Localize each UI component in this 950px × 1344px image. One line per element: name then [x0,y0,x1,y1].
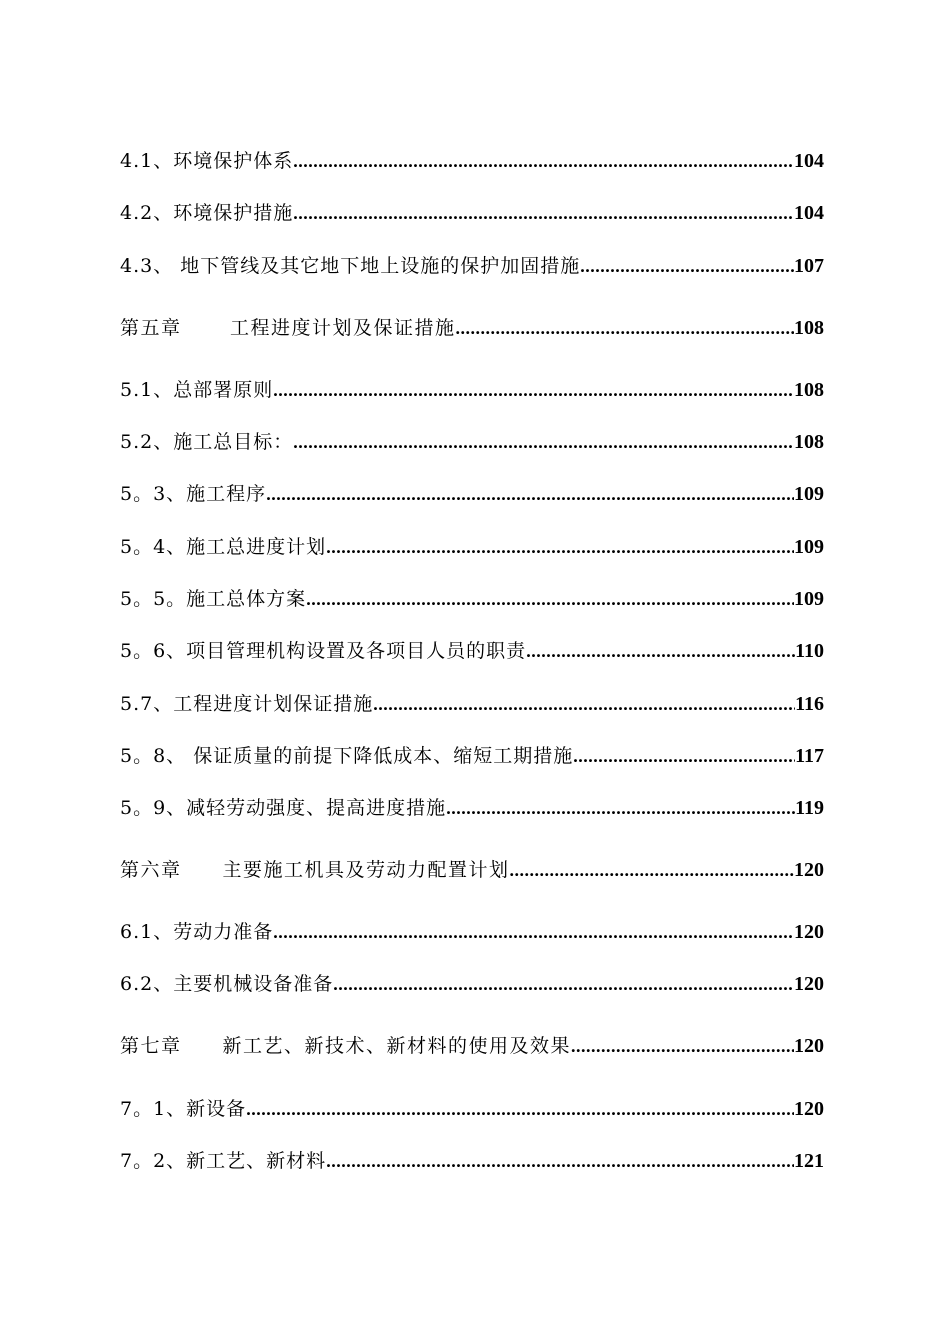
toc-entry-5-5[interactable] [120,578,824,612]
toc-leader-dots [456,315,794,341]
toc-entry-title: 6.2、主要机械设备准备 [120,973,334,995]
toc-entry-title: 5。6、项目管理机构设置及各项目人员的职责 [120,640,527,662]
toc-entry-title: 5。5。施工总体方案 [120,588,307,610]
toc-entry-5-8[interactable] [120,735,824,769]
toc-page-number: 120 [794,921,824,943]
toc-page-number: 109 [794,536,824,558]
toc-leader-dots [333,971,794,997]
toc-leader-dots [273,919,794,945]
toc-page-number: 109 [794,588,824,610]
toc-chapter-title: 第六章 主要施工机具及劳动力配置计划 [120,859,510,881]
toc-page-number: 119 [795,797,824,819]
toc-page-number: 121 [794,1150,824,1172]
toc-leader-dots [580,253,794,279]
toc-leader-dots [293,429,794,455]
toc-entry-4-3[interactable] [120,245,824,279]
toc-chapter-5[interactable] [120,307,824,341]
toc-leader-dots [526,638,795,664]
toc-entry-5-3[interactable] [120,473,824,507]
toc-chapter-7[interactable] [120,1025,824,1059]
toc-entry-title: 4.2、环境保护措施 [120,202,294,224]
toc-chapter-title: 第五章 工程进度计划及保证措施 [120,317,456,339]
toc-entry-6-2[interactable] [120,963,824,997]
toc-leader-dots [510,857,794,883]
toc-leader-dots [446,795,795,821]
toc-chapter-6[interactable] [120,849,824,883]
toc-entry-title: 7。2、新工艺、新材料 [120,1150,327,1172]
toc-page-number: 104 [794,202,824,224]
toc-entry-4-2[interactable] [120,192,824,226]
toc-entry-title: 5.2、施工总目标： [120,431,294,453]
toc-entry-title: 5。9、减轻劳动强度、提高进度措施 [120,797,447,819]
toc-leader-dots [573,743,795,769]
toc-page-number: 108 [794,317,824,339]
toc-leader-dots [246,1096,794,1122]
toc-page-number: 117 [795,745,824,767]
toc-page-number: 104 [794,150,824,172]
toc-entry-5-1[interactable] [120,369,824,403]
toc-entry-6-1[interactable] [120,911,824,945]
toc-page-number: 110 [795,640,824,662]
toc-chapter-title: 第七章 新工艺、新技术、新材料的使用及效果 [120,1035,572,1057]
table-of-contents [120,0,824,1344]
toc-page-number: 107 [794,255,824,277]
toc-leader-dots [293,148,794,174]
toc-page-number: 108 [794,379,824,401]
toc-leader-dots [373,691,795,717]
toc-entry-title: 4.3、 地下管线及其它地下地上设施的保护加固措施 [120,255,581,277]
toc-entry-title: 7。1、新设备 [120,1098,247,1120]
toc-entry-4-1[interactable] [120,140,824,174]
toc-entry-title: 6.1、劳动力准备 [120,921,274,943]
toc-entry-title: 5。8、 保证质量的前提下降低成本、缩短工期措施 [120,745,574,767]
toc-page-number: 120 [794,973,824,995]
toc-entry-title: 5。4、施工总进度计划 [120,536,327,558]
toc-page-number: 120 [794,1035,824,1057]
toc-entry-title: 5。3、施工程序 [120,483,267,505]
toc-page-number: 108 [794,431,824,453]
toc-entry-5-9[interactable] [120,787,824,821]
toc-page-number: 109 [794,483,824,505]
toc-entry-5-2[interactable] [120,421,824,455]
toc-entry-title: 5.7、工程进度计划保证措施 [120,693,374,715]
toc-entry-5-6[interactable] [120,630,824,664]
toc-entry-title: 5.1、总部署原则 [120,379,274,401]
toc-entry-title: 4.1、环境保护体系 [120,150,294,172]
toc-leader-dots [293,200,794,226]
toc-leader-dots [326,534,794,560]
toc-entry-7-2[interactable] [120,1140,824,1174]
toc-leader-dots [266,481,794,507]
toc-entry-7-1[interactable] [120,1088,824,1122]
toc-page-number: 120 [794,859,824,881]
toc-page-number: 120 [794,1098,824,1120]
toc-leader-dots [571,1033,794,1059]
toc-leader-dots [326,1148,794,1174]
toc-leader-dots [306,586,794,612]
toc-entry-5-7[interactable] [120,683,824,717]
toc-leader-dots [273,377,794,403]
toc-page-number: 116 [795,693,824,715]
toc-entry-5-4[interactable] [120,526,824,560]
